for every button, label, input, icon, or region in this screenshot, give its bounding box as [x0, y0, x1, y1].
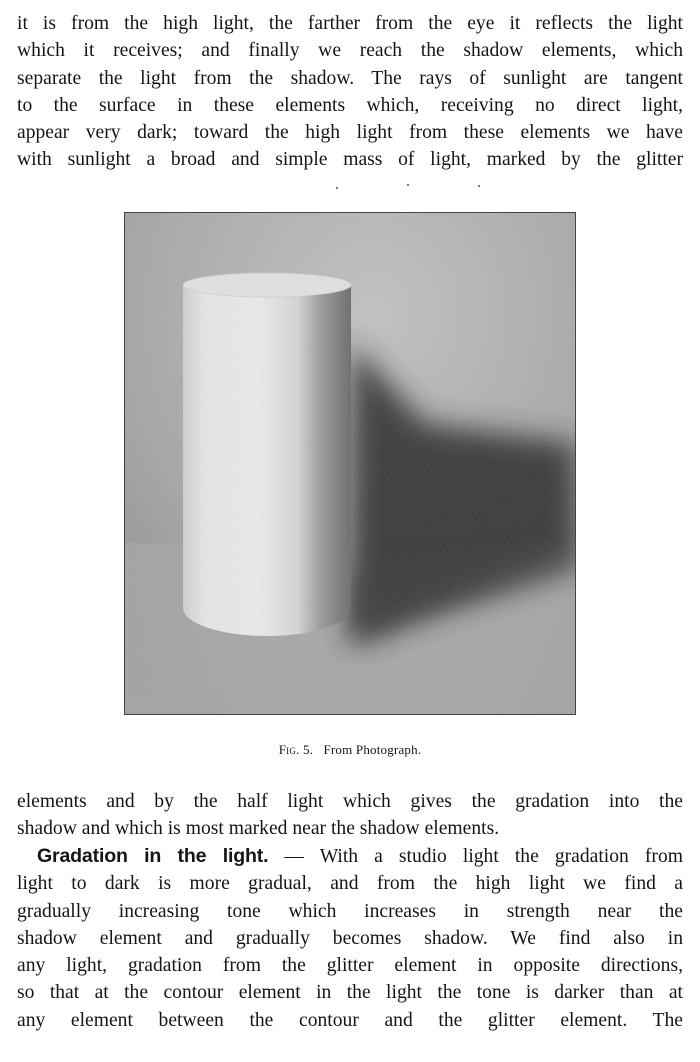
text-line: it is from the high light, the farther from the eye it reflects the light: [17, 13, 683, 34]
paragraph-intro: [17, 10, 683, 174]
text-line: gradually increasing tone which increases in strength near the: [17, 900, 683, 922]
speck: [478, 185, 480, 187]
text-line: with sunlight a broad and simple mass of light, marked by the glitter: [17, 149, 683, 171]
text-line: to the surface in these elements which, receiving no direct light,: [17, 94, 683, 116]
speck: [407, 184, 409, 186]
print-specks: [0, 183, 700, 193]
text-line: which it receives; and finally we reach the shadow elements, which: [17, 40, 683, 62]
text-line: any element between the contour and the glitter element. The: [17, 1009, 683, 1031]
figure-caption-text: From Photograph.: [323, 742, 422, 757]
figure-photograph: [124, 212, 576, 715]
text-line: shadow element and gradually becomes shadow. We find also in: [17, 927, 683, 949]
text-line: any light, gradation from the glitter element in opposite directions,: [17, 955, 683, 977]
figure-caption: [0, 742, 700, 758]
cylinder-photo-image: [125, 213, 576, 715]
paragraph-continuation: [17, 788, 683, 843]
text-line: light to dark is more gradual, and from the high light we find a: [17, 873, 683, 895]
text-line: shadow and which is most marked near the shadow elements.: [17, 818, 500, 840]
text-line: elements and by the half light which gives the gradation into the: [17, 791, 683, 812]
text-line: so that at the contour element in the light the tone is darker than at: [17, 982, 683, 1004]
text-line: appear very dark; toward the high light from these elements we have: [17, 122, 683, 144]
paragraph-gradation: [17, 843, 683, 1034]
figure-label: Fig. 5.: [278, 742, 314, 757]
text-line: separate the light from the shadow. The rays of sunlight are tangent: [17, 67, 683, 89]
speck: [336, 187, 338, 189]
text-segment: With a studio light the gradation from: [319, 846, 683, 867]
em-dash: —: [268, 846, 320, 867]
text-line-with-heading: [17, 843, 683, 870]
section-heading: Gradation in the light.: [37, 845, 269, 867]
